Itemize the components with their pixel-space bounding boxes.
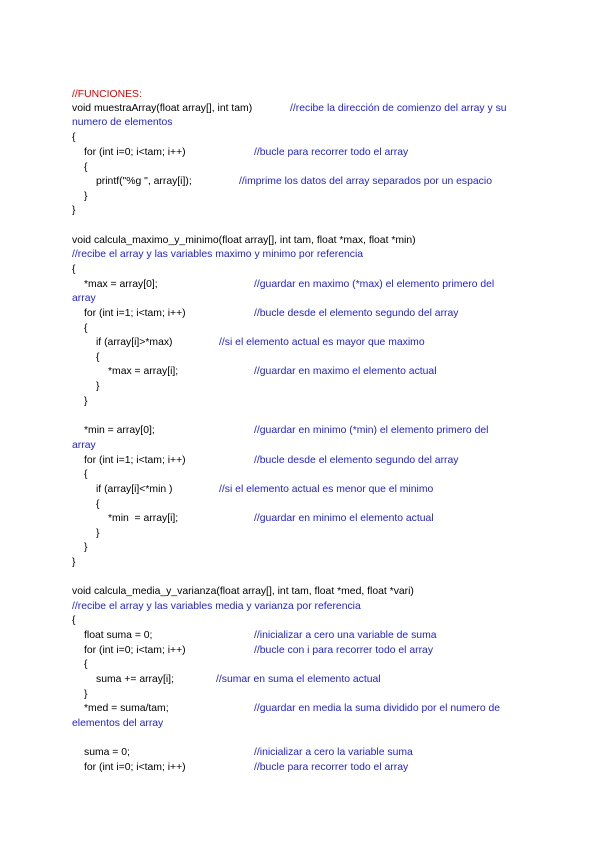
code-line [72,322,532,336]
code-line [72,161,532,175]
code-text: *min = array[0]; [84,425,155,436]
code-text: } [84,396,88,407]
comment-text: //si el elemento actual es mayor que maximo [219,337,425,348]
code-line [72,365,532,379]
code-text: void muestraArray(float array[], int tam) [72,103,253,114]
code-line [72,498,532,512]
code-line [72,702,532,716]
code-text: { [84,162,88,173]
code-line [72,292,532,306]
comment-text: //guardar en minimo el elemento actual [254,513,434,524]
comment-text: array [72,293,96,304]
code-line [72,541,532,555]
code-text: } [84,191,88,202]
code-text: *med = suma/tam; [84,703,169,714]
code-line [72,204,532,218]
code-text: } [96,381,100,392]
comment-text: //inicializar a cero una variable de suma [254,630,437,641]
code-text: } [96,528,100,539]
code-line [72,673,532,687]
code-text: { [96,352,100,363]
code-line [72,395,532,409]
code-line [72,351,532,365]
code-text: suma += array[i]; [96,674,174,685]
code-line [72,278,532,292]
code-line [72,556,532,570]
code-line [72,307,532,321]
code-text: float suma = 0; [84,630,153,641]
code-text: { [84,469,88,480]
comment-text: elementos del array [72,718,164,729]
code-line [72,454,532,468]
code-line [72,468,532,482]
code-line [72,424,532,438]
comment-text: array [72,440,96,451]
code-line [72,131,532,145]
comment-text: //guardar en maximo el elemento actual [254,366,437,377]
comment-text: //recibe la dirección de comienzo del array y su [290,103,507,114]
code-text: for (int i=0; i<tam; i++) [84,147,186,158]
code-line [72,175,532,189]
comment-text: //inicializar a cero la variable suma [254,747,413,758]
code-line [72,527,532,541]
code-line [72,644,532,658]
comment-text: //guardar en minimo (*min) el elemento primero del [254,425,489,436]
code-text: for (int i=1; i<tam; i++) [84,308,186,319]
code-line [72,761,532,775]
code-line [72,717,532,731]
code-text: *max = array[i]; [108,366,179,377]
code-text: } [72,205,76,216]
comment-text: numero de elementos [72,117,173,128]
code-text: if (array[i]>*max) [96,337,173,348]
code-text: { [96,499,100,510]
code-text: void calcula_media_y_varianza(float array[], int tam, float *med, float *vari) [72,586,414,597]
code-line [72,483,532,497]
code-line [72,336,532,350]
code-text: *min = array[i]; [108,513,179,524]
code-text: { [72,615,76,626]
code-line [72,263,532,277]
comment-text: //FUNCIONES: [72,89,142,100]
code-text: { [84,659,88,670]
code-line [72,248,532,262]
comment-text: //bucle con i para recorrer todo el array [254,645,434,656]
code-line [72,116,532,130]
section-heading [72,88,532,102]
comment-text: //bucle para recorrer todo el array [254,762,409,773]
code-line [72,658,532,672]
code-text: for (int i=1; i<tam; i++) [84,455,186,466]
comment-text: //guardar en media la suma dividido por el numero de [254,703,501,714]
code-text: for (int i=0; i<tam; i++) [84,645,186,656]
comment-text: //bucle para recorrer todo el array [254,147,409,158]
code-text: for (int i=0; i<tam; i++) [84,762,186,773]
code-text: *max = array[0]; [84,279,158,290]
code-line [72,688,532,702]
code-line [72,190,532,204]
comment-text: //guardar en maximo (*max) el elemento primero del [254,279,495,290]
comment-text: //bucle desde el elemento segundo del array [254,455,459,466]
comment-text: //si el elemento actual es menor que el minimo [219,484,434,495]
code-line [72,614,532,628]
code-line [72,629,532,643]
code-text: } [84,542,88,553]
code-line [72,746,532,760]
code-line [72,512,532,526]
code-text: } [72,557,76,568]
code-text: { [72,132,76,143]
code-line [72,234,532,248]
comment-text: //imprime los datos del array separados por un espacio [239,176,492,187]
code-text: void calcula_maximo_y_minimo(float array[], int tam, float *max, float *min) [72,235,416,246]
code-line [72,585,532,599]
code-line [72,439,532,453]
code-text: } [84,689,88,700]
code-text: { [84,323,88,334]
code-text: suma = 0; [84,747,130,758]
code-text: if (array[i]<*min ) [96,484,173,495]
code-text: { [72,264,76,275]
comment-text: //recibe el array y las variables media y varianza por referencia [72,601,361,612]
code-text: printf("%g ", array[i]); [96,176,192,187]
comment-text: //sumar en suma el elemento actual [216,674,381,685]
code-line [72,102,532,116]
code-line [72,600,532,614]
comment-text: //bucle desde el elemento segundo del array [254,308,459,319]
code-line [72,380,532,394]
comment-text: //recibe el array y las variables maximo y minimo por referencia [72,249,364,260]
code-line [72,146,532,160]
